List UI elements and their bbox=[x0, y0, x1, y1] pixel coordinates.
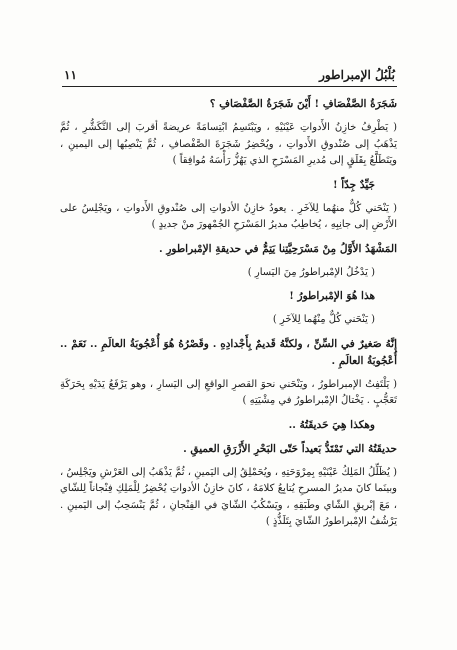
page-body bbox=[60, 96, 397, 538]
dialogue-line: حديقَتُهُ التي تَمْتَدُّ بَعيداً حَتّى البَحْرِ الأَزْرَقِ العميقِ . bbox=[183, 442, 397, 455]
stage-direction: ( يَدْخُلُ الإمْبراطورُ مِنَ اليَسارِ ) bbox=[247, 266, 375, 278]
stage-direction: ( يُظَلِّلُ المَلِكُ عَيْنَيْهِ بِمِرْوَحَتِهِ ، ويُحَمْلِقُ إلى اليَمينِ ، ثُمَّ يَذْهَبُ إلى العَرْشِ ويَجْلِسُ ، وبينَما كانَ مديرُ المسرحِ يُتابِعُ كلامَهُ ، كانَ خازِنُ الأدواتِ يُحْضِرُ لِلْمَلِكِ فِنْجاناً لِلشّاي ، مَعَ إبْريقِ الشّاي وطَبَقِهِ ، ويَسْكُبُ الشّايَ في الفِنْجانِ ، ثُمَّ يَنْسَحِبُ إلى اليَمينِ . يَرْشُفُ الإمْبراطورُ الشّايَ بِتَلَذُّذٍ ) bbox=[60, 466, 397, 527]
stage-direction: ( يَلْتَفِتُ الإمبراطورُ ، ويَنْحَني نحوَ القصرِ الواقعِ إلى اليَسارِ ، وهو يَرْفَعُ يَدَيْهِ بِحَرَكَةِ تَعَجُّبٍ . يَخْتالُ الإمْبراطورُ في مِشْيَتِهِ ) bbox=[60, 378, 397, 406]
dialogue-line: إنَّهُ صَغيرٌ في السِّنِّ ، ولكنَّهُ قَديمٌ بِأَجْدادِهِ . وقَصْرُهُ هُوَ أُعْجُوبَةُ العالَمِ .. نَعَمْ .. أُعْجُوبَةُ العالَمِ . bbox=[60, 337, 397, 367]
running-head bbox=[64, 64, 395, 82]
dialogue-line: المَشْهَدُ الأَوَّلُ مِنْ مَسْرَحِيَّتِنا يَتِمُّ في حديقةِ الإمْبراطورِ . bbox=[159, 242, 397, 255]
dialogue-line: هذا هُوَ الإمْبراطورُ ! bbox=[289, 290, 375, 302]
dialogue-line: وهكذا هِيَ حَديقَتُهُ .. bbox=[288, 418, 375, 431]
page-number: ١١ bbox=[64, 68, 77, 82]
stage-direction: ( يَنْحَني كُلٌّ مِنْهُما لِلآخَرِ ) bbox=[272, 314, 375, 325]
dialogue-line: جَيِّدٌ جِدّاً ! bbox=[332, 178, 375, 191]
stage-direction: ( يَطْرِفُ خازِنُ الأَدواتِ عَيْنَيْهِ ، ويَبْتَسِمُ ابْتِسامَةً عريضةً أقربَ إلى التَّكَشُّرِ ، ثُمَّ يَذْهَبُ إلى صُنْدوقِ الأَدواتِ ، ويُحْضِرُ شَجَرَةَ الصَّفْصافِ ، ثُمَّ يَنْصِبُها إلى اليمينِ ، ويَتَطَلَّعُ بِقَلَقٍ إلى مُديرِ المَسْرَحِ الذي يَهُزُّ رَأْسَهُ مُوافِقاً ) bbox=[60, 122, 397, 166]
stage-direction: ( يَنْحَني كُلٌّ منهُما لِلآخَرِ . يعودُ خازِنُ الأدواتِ إلى صُنْدوقِ الأَدواتِ ، ويَجْلِسُ على الأَرْضِ إلى جانِبِهِ ، يُخاطِبُ مديرُ المَسْرَحِ الجُمْهورَ منْ جديدٍ ) bbox=[60, 202, 397, 230]
dialogue-line: شَجَرَةُ الصَّفْصَافِ ! أَيْنَ شَجَرَةُ الصَّفْصَافِ ؟ bbox=[209, 98, 397, 110]
header-rule bbox=[62, 86, 397, 87]
book-title: بُلْبُلُ الإمبراطور bbox=[319, 68, 395, 82]
